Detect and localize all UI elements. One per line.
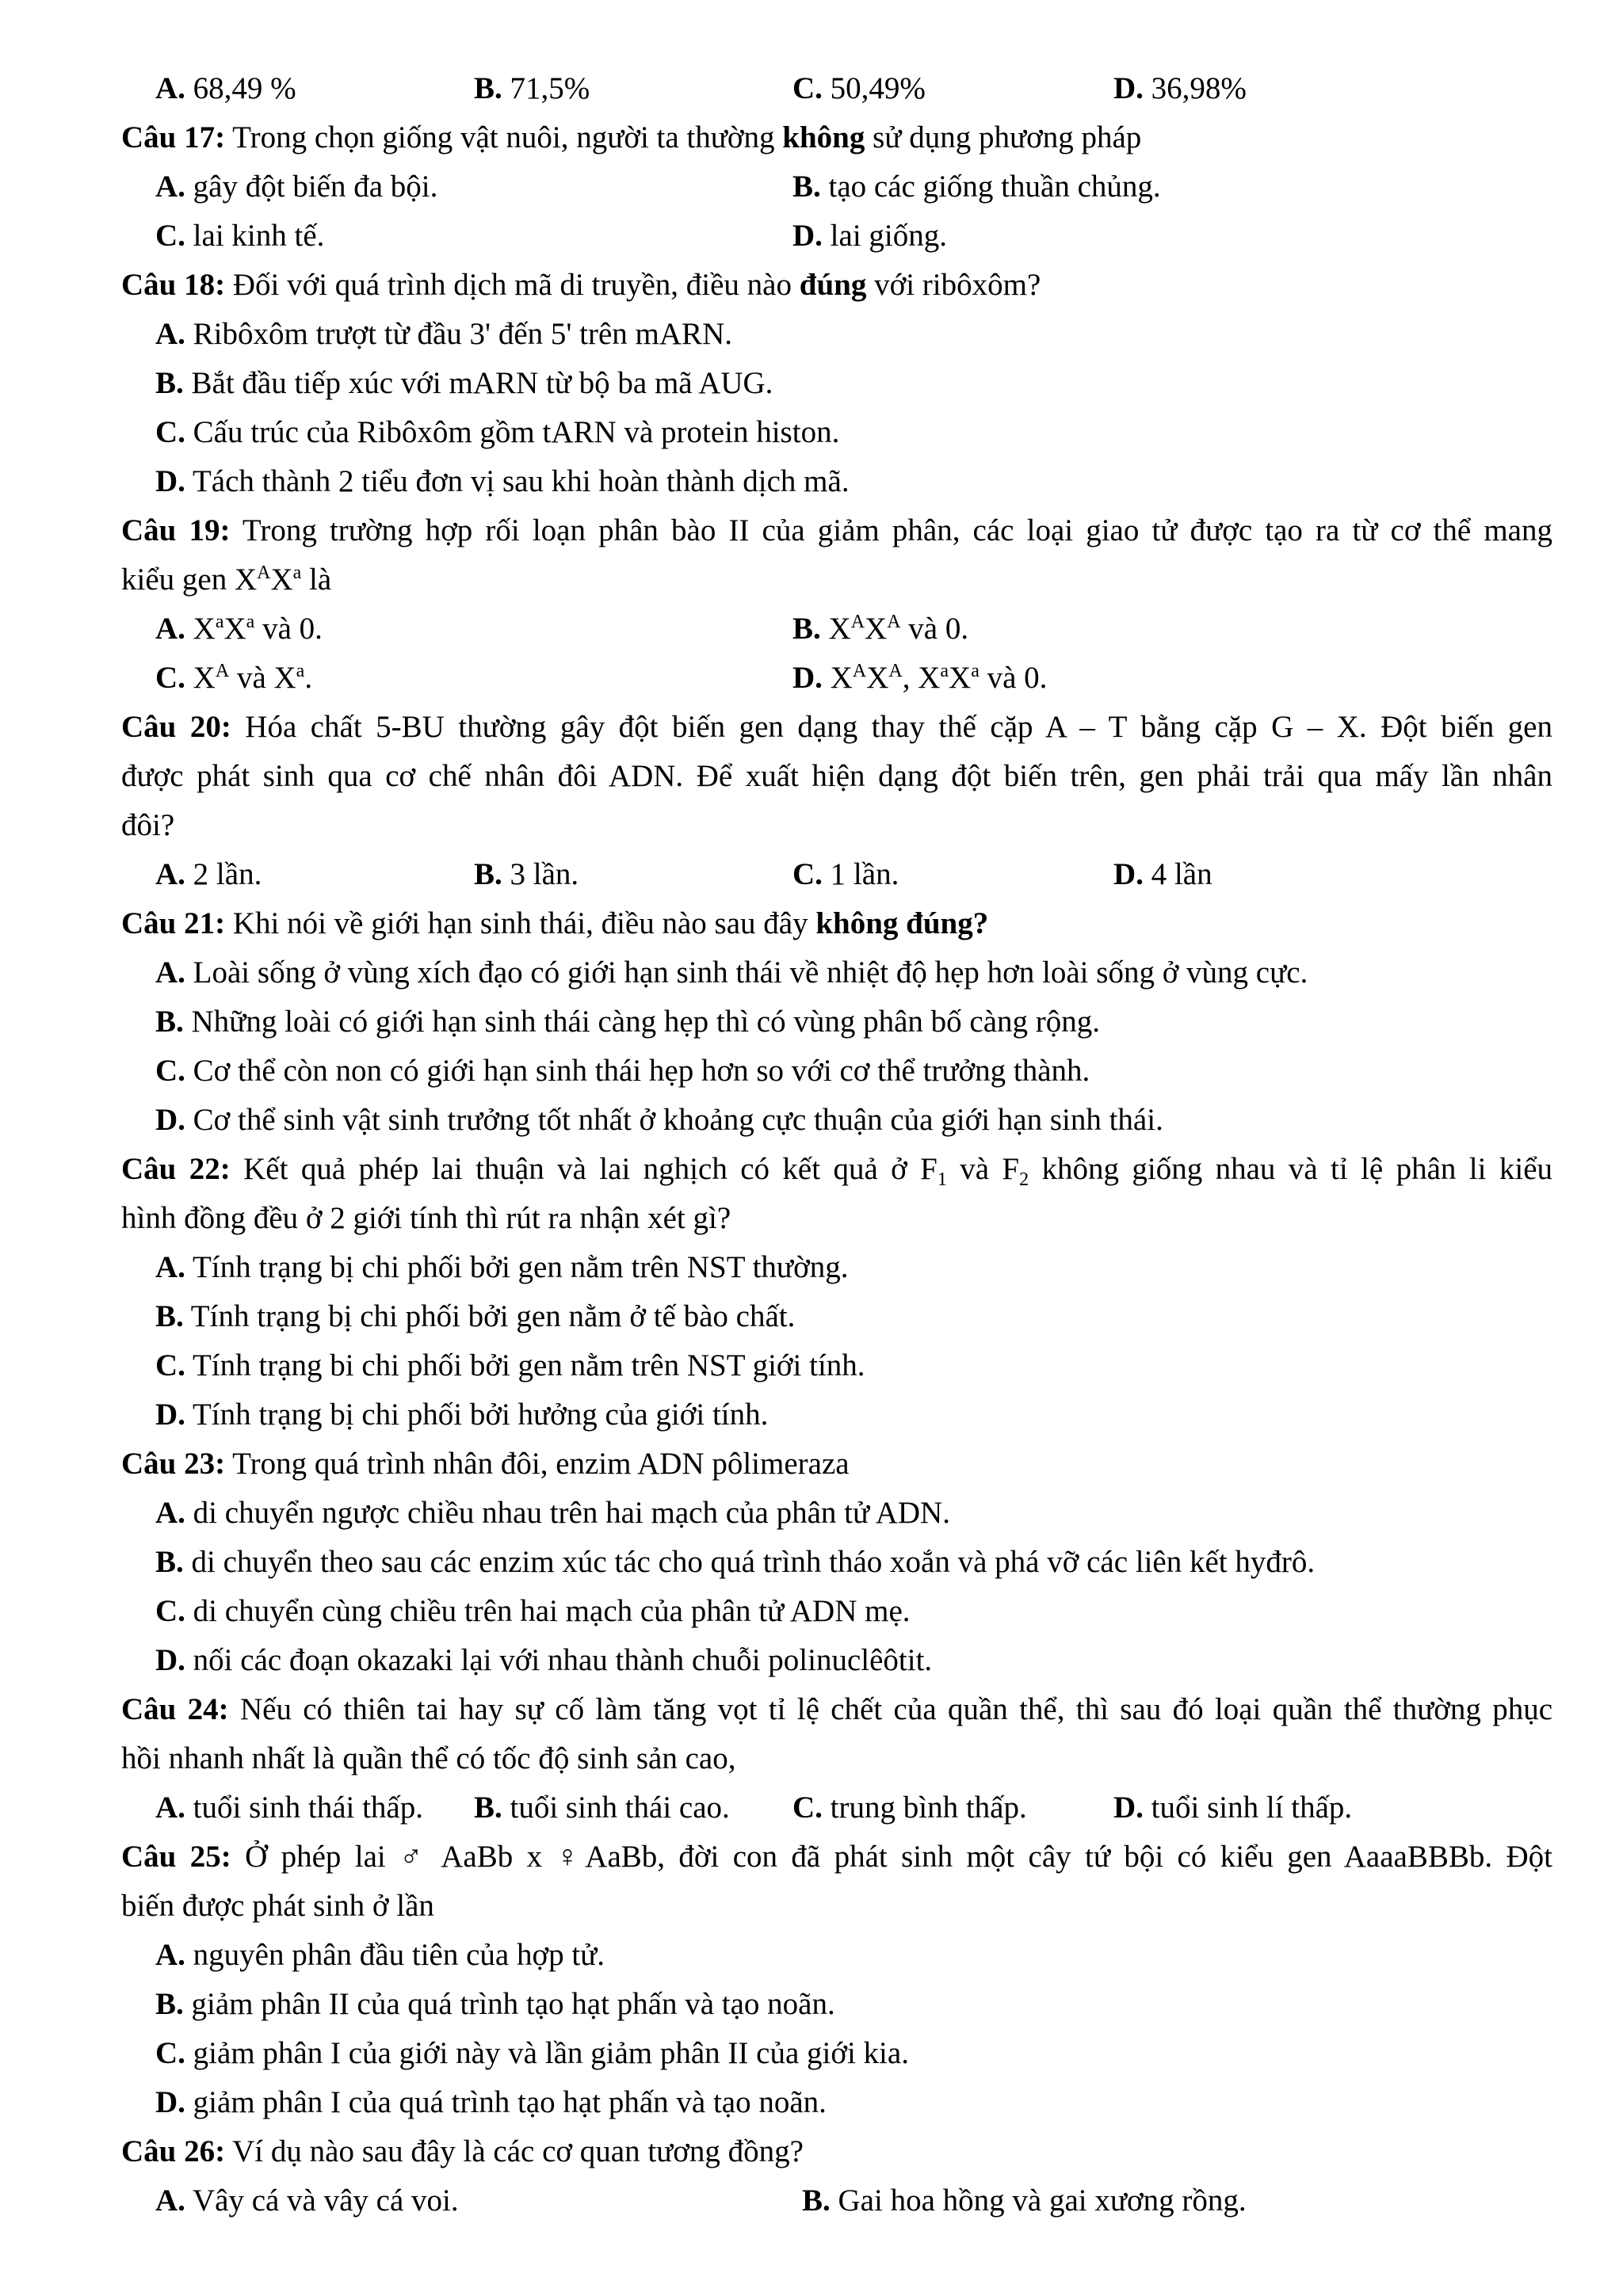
option-letter: A. — [155, 1496, 185, 1530]
option-letter: B. — [474, 1791, 502, 1825]
option-text: X — [866, 661, 889, 695]
q19-option-c — [155, 654, 312, 702]
option-text: Gai hoa hồng và gai xương rồng. — [830, 2183, 1247, 2218]
option-text: 71,5% — [502, 71, 590, 105]
question-label: Câu 25: — [121, 1840, 231, 1874]
question-text: kiểu gen X — [121, 563, 258, 597]
question-text: Khi nói về giới hạn sinh thái, điều nào sau đây — [225, 906, 816, 940]
option-letter: B. — [155, 1545, 184, 1579]
option-letter: B. — [474, 857, 502, 891]
q22-stem-line-2: hình đồng đều ở 2 giới tính thì rút ra nhận xét gì? — [121, 1201, 731, 1235]
q21-option-b — [155, 998, 1100, 1046]
q19-option-b — [792, 605, 968, 653]
q18-option-b — [155, 360, 773, 407]
option-text: Ribôxôm trượt từ đầu 3' đến 5' trên mARN. — [185, 317, 732, 351]
question-emphasis: không — [782, 120, 865, 154]
option-text: Tách thành 2 tiểu đơn vị sau khi hoàn thành dịch mã. — [185, 464, 850, 498]
question-text: Trong quá trình nhân đôi, enzim ADN pôlimeraza — [225, 1447, 850, 1481]
option-text: giảm phân II của quá trình tạo hạt phấn và tạo noãn. — [183, 1987, 835, 2021]
q16-option-b — [474, 65, 590, 113]
option-letter: D. — [1113, 857, 1144, 891]
q23-option-d — [155, 1637, 932, 1684]
option-text: Vây cá và vây cá voi. — [185, 2183, 459, 2218]
q26-option-a — [155, 2177, 459, 2225]
q17-option-d — [792, 212, 947, 260]
q23-option-b — [155, 1539, 1315, 1586]
q25-stem-line-1 — [121, 1833, 1552, 1881]
option-letter: A. — [155, 170, 185, 204]
question-label: Câu 19: — [121, 513, 231, 547]
option-text: di chuyển theo sau các enzim xúc tác cho quá trình tháo xoắn và phá vỡ các liên kết hyđrô. — [183, 1545, 1316, 1579]
option-letter: A. — [155, 1791, 185, 1825]
superscript: a — [296, 661, 305, 681]
q25-option-d — [155, 2079, 827, 2126]
option-letter: A. — [155, 955, 185, 990]
option-letter: A. — [155, 1250, 185, 1284]
option-letter: C. — [792, 1791, 823, 1825]
option-letter: B. — [155, 366, 184, 400]
option-text: X — [185, 612, 216, 646]
question-label: Câu 22: — [121, 1152, 231, 1186]
option-letter: B. — [474, 71, 502, 105]
option-text: 2 lần. — [185, 857, 262, 891]
q20-stem-line-1 — [121, 704, 1552, 751]
q24-option-d — [1113, 1784, 1352, 1832]
option-letter: D. — [155, 1103, 185, 1137]
option-text: X — [865, 612, 888, 646]
q17-option-b — [792, 163, 1161, 211]
q20-option-b — [474, 851, 579, 898]
option-text: Cơ thể sinh vật sinh trưởng tốt nhất ở khoảng cực thuận của giới hạn sinh thái. — [185, 1103, 1163, 1137]
question-text: là — [301, 563, 332, 597]
option-letter: D. — [155, 464, 185, 498]
option-text: Tính trạng bị chi phối bởi hưởng của giới tính. — [185, 1398, 769, 1432]
option-letter: A. — [155, 1938, 185, 1972]
option-text: Cấu trúc của Ribôxôm gồm tARN và protein histon. — [185, 415, 840, 449]
option-text: gây đột biến đa bội. — [185, 170, 438, 204]
question-emphasis: không đúng? — [815, 906, 989, 940]
superscript: a — [215, 612, 224, 632]
question-label: Câu 20: — [121, 710, 231, 744]
q17-stem — [121, 114, 1552, 162]
option-letter: D. — [1113, 1791, 1144, 1825]
question-text: Trong trường hợp rối loạn phân bào II của giảm phân, các loại giao tử được tạo ra từ cơ thể mang — [230, 513, 1552, 547]
question-text: với ribôxôm? — [866, 268, 1041, 302]
q26-stem — [121, 2128, 1552, 2176]
superscript: a — [971, 661, 980, 681]
q21-option-a — [155, 949, 1308, 997]
question-label: Câu 17: — [121, 120, 226, 154]
option-letter: D. — [1113, 71, 1144, 105]
option-text: X — [822, 661, 853, 695]
option-letter: B. — [155, 1299, 184, 1333]
option-text: 1 lần. — [822, 857, 899, 891]
option-text: và X — [229, 661, 296, 695]
option-text: Cơ thể còn non có giới hạn sinh thái hẹp hơn so với cơ thể trưởng thành. — [185, 1054, 1090, 1088]
question-label: Câu 21: — [121, 906, 226, 940]
q21-stem — [121, 900, 1552, 948]
superscript: a — [246, 612, 255, 632]
superscript: A — [257, 563, 271, 583]
question-label: Câu 23: — [121, 1447, 226, 1481]
q22-stem-line-1 — [121, 1146, 1552, 1193]
superscript: A — [887, 612, 901, 632]
option-text: 68,49 % — [185, 71, 296, 105]
option-text: nguyên phân đầu tiên của hợp tử. — [185, 1938, 605, 1972]
q22-option-c — [155, 1342, 865, 1390]
q24-option-c — [792, 1784, 1027, 1832]
option-letter: C. — [792, 71, 823, 105]
q23-option-a — [155, 1489, 950, 1537]
q19-stem-line-1 — [121, 507, 1552, 555]
q24-option-a — [155, 1784, 423, 1832]
q25-option-b — [155, 1981, 835, 2028]
option-letter: C. — [155, 219, 185, 253]
question-text: Ở phép lai ♂ AaBb x ♀AaBb, đời con đã phát sinh một cây tứ bội có kiểu gen AaaaBBBb. Đột — [231, 1840, 1552, 1874]
question-text: X — [270, 563, 293, 597]
option-letter: D. — [155, 1643, 185, 1677]
option-text: lai kinh tế. — [185, 219, 325, 253]
q16-option-a — [155, 65, 296, 113]
question-text: Hóa chất 5-BU thường gây đột biến gen dạng thay thế cặp A – T bằng cặp G – X. Đột biến gen — [231, 710, 1552, 744]
q22-option-b — [155, 1293, 795, 1341]
option-letter: A. — [155, 71, 185, 105]
option-text: Loài sống ở vùng xích đạo có giới hạn sinh thái về nhiệt độ hẹp hơn loài sống ở vùng cực. — [185, 955, 1308, 990]
q20-stem-line-3: đôi? — [121, 808, 175, 842]
q21-option-d — [155, 1097, 1163, 1144]
q22-option-a — [155, 1244, 848, 1291]
option-text: giảm phân I của giới này và lần giảm phân II của giới kia. — [185, 2036, 909, 2070]
option-letter: A. — [155, 612, 185, 646]
option-letter: C. — [155, 1348, 185, 1383]
option-text: di chuyển cùng chiều trên hai mạch của phân tử ADN mẹ. — [185, 1594, 911, 1628]
option-text: nối các đoạn okazaki lại với nhau thành chuỗi polinuclêôtit. — [185, 1643, 933, 1677]
q20-stem-line-2: được phát sinh qua cơ chế nhân đôi ADN. Để xuất hiện dạng đột biến trên, gen phải trải qua mấy lần nhân — [121, 759, 1552, 793]
option-text: Tính trạng bi chi phối bởi gen nằm trên NST giới tính. — [185, 1348, 865, 1383]
option-text: Tính trạng bị chi phối bởi gen nằm ở tế bào chất. — [183, 1299, 796, 1333]
superscript: A — [850, 612, 865, 632]
option-text: Tính trạng bị chi phối bởi gen nằm trên NST thường. — [185, 1250, 849, 1284]
q25-option-c — [155, 2030, 909, 2077]
question-text: Đối với quá trình dịch mã di truyền, điều nào — [225, 268, 800, 302]
question-text: và F — [946, 1152, 1020, 1186]
superscript: A — [888, 661, 903, 681]
q20-option-a — [155, 851, 262, 898]
q18-stem — [121, 261, 1552, 309]
q25-stem-line-2: biến được phát sinh ở lần — [121, 1889, 434, 1923]
question-text: Trong chọn giống vật nuôi, người ta thường — [225, 120, 783, 154]
option-text: 4 lần — [1143, 857, 1212, 891]
option-text: lai giống. — [822, 219, 947, 253]
question-text: không giống nhau và tỉ lệ phân li kiểu — [1029, 1152, 1553, 1186]
q17-option-c — [155, 212, 324, 260]
question-emphasis: đúng — [799, 268, 867, 302]
option-text: trung bình thấp. — [822, 1791, 1027, 1825]
option-letter: B. — [792, 612, 821, 646]
q20-option-d — [1113, 851, 1212, 898]
option-text: và 0. — [979, 661, 1048, 695]
q24-stem-line-2: hồi nhanh nhất là quần thể có tốc độ sinh sản cao, — [121, 1741, 736, 1775]
option-text: X — [185, 661, 216, 695]
option-letter: C. — [155, 415, 185, 449]
q26-option-b — [802, 2177, 1247, 2225]
option-text: và 0. — [254, 612, 323, 646]
option-text: 36,98% — [1143, 71, 1247, 105]
option-letter: A. — [155, 2183, 185, 2218]
q20-option-c — [792, 851, 899, 898]
question-text: Kết quả phép lai thuận và lai nghịch có kết quả ở F — [230, 1152, 938, 1186]
option-text: tạo các giống thuần chủng. — [820, 170, 1161, 204]
option-letter: C. — [155, 1594, 185, 1628]
q24-option-b — [474, 1784, 730, 1832]
option-text: , X — [902, 661, 941, 695]
q19-option-d — [792, 654, 1047, 702]
option-text: di chuyển ngược chiều nhau trên hai mạch của phân tử ADN. — [185, 1496, 950, 1530]
option-letter: D. — [792, 219, 823, 253]
q18-option-c — [155, 409, 839, 456]
option-text: tuổi sinh thái thấp. — [185, 1791, 423, 1825]
option-text: . — [304, 661, 313, 695]
q21-option-c — [155, 1047, 1090, 1095]
option-letter: B. — [802, 2183, 831, 2218]
option-text: tuổi sinh thái cao. — [502, 1791, 730, 1825]
q23-stem — [121, 1440, 1552, 1488]
q18-option-a — [155, 311, 732, 358]
option-letter: C. — [155, 2036, 185, 2070]
option-letter: B. — [155, 1005, 184, 1039]
option-text: X — [223, 612, 246, 646]
option-text: Bắt đầu tiếp xúc với mARN từ bộ ba mã AUG. — [183, 366, 773, 400]
q16-option-c — [792, 65, 926, 113]
question-text: Nếu có thiên tai hay sự cố làm tăng vọt tỉ lệ chết của quần thể, thì sau đó loại quần thể thường phục — [228, 1692, 1553, 1726]
option-letter: A. — [155, 857, 185, 891]
subscript: 1 — [937, 1169, 947, 1190]
q16-option-d — [1113, 65, 1247, 113]
option-letter: D. — [155, 2085, 185, 2119]
superscript: A — [215, 661, 230, 681]
option-letter: D. — [155, 1398, 185, 1432]
question-label: Câu 24: — [121, 1692, 229, 1726]
option-letter: C. — [792, 857, 823, 891]
q25-option-a — [155, 1932, 605, 1979]
question-label: Câu 18: — [121, 268, 226, 302]
superscript: A — [852, 661, 867, 681]
q19-option-a — [155, 605, 323, 653]
option-text: tuổi sinh lí thấp. — [1143, 1791, 1353, 1825]
option-text: và 0. — [900, 612, 969, 646]
option-letter: A. — [155, 317, 185, 351]
superscript: a — [292, 563, 302, 583]
q19-stem-line-2 — [121, 556, 1552, 604]
question-text: Ví dụ nào sau đây là các cơ quan tương đồng? — [225, 2134, 804, 2168]
question-text: sử dụng phương pháp — [865, 120, 1142, 154]
q23-option-c — [155, 1588, 911, 1635]
option-text: giảm phân I của quá trình tạo hạt phấn và tạo noãn. — [185, 2085, 827, 2119]
option-text: X — [949, 661, 972, 695]
option-letter: D. — [792, 661, 823, 695]
q22-option-d — [155, 1391, 768, 1439]
option-text: X — [820, 612, 851, 646]
q24-stem-line-1 — [121, 1686, 1552, 1733]
option-text: 50,49% — [822, 71, 926, 105]
q18-option-d — [155, 458, 850, 505]
option-letter: B. — [792, 170, 821, 204]
q17-option-a — [155, 163, 437, 211]
option-text: 3 lần. — [502, 857, 579, 891]
option-text: Những loài có giới hạn sinh thái càng hẹp thì có vùng phân bố càng rộng. — [183, 1005, 1101, 1039]
question-label: Câu 26: — [121, 2134, 226, 2168]
superscript: a — [940, 661, 949, 681]
option-letter: B. — [155, 1987, 184, 2021]
option-letter: C. — [155, 1054, 185, 1088]
subscript: 2 — [1019, 1169, 1029, 1190]
option-letter: C. — [155, 661, 185, 695]
